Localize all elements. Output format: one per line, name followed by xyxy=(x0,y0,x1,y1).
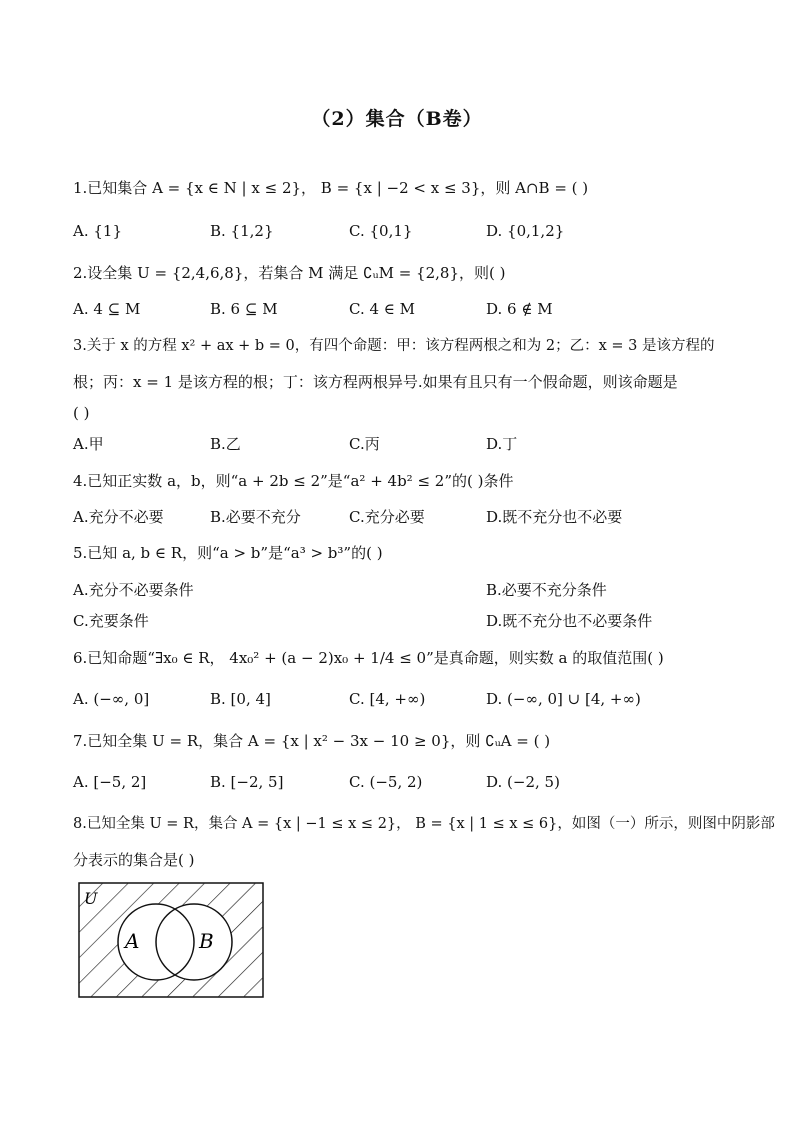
question-6-option-d: D. (−∞, 0] ∪ [4, +∞) xyxy=(486,690,641,708)
question-6-stem: 6.已知命题“∃x₀ ∈ R， 4x₀² + (a − 2)x₀ + 1/4 ≤ 0”是真命题，则实数 a 的取值范围( ) xyxy=(73,649,664,667)
question-4-option-b: B.必要不充分 xyxy=(210,508,301,526)
shaded-region xyxy=(79,883,263,997)
question-2-option-c: C. 4 ∈ M xyxy=(349,300,416,318)
question-5-stem: 5.已知 a, b ∈ R，则“a > b”是“a³ > b³”的( ) xyxy=(73,544,383,562)
set-b-label: B xyxy=(199,929,214,953)
question-3-option-c: C.丙 xyxy=(349,435,380,453)
question-2-stem: 2.设全集 U = {2,4,6,8}，若集合 M 满足 ∁ᵤM = {2,8}，则( ) xyxy=(73,264,506,282)
question-5-option-c: C.充要条件 xyxy=(73,612,149,630)
set-a-label: A xyxy=(125,929,140,953)
question-3-option-d: D.丁 xyxy=(486,435,518,453)
page-title: （2）集合（B卷） xyxy=(311,108,483,130)
question-3-stem-line-3: ( ) xyxy=(73,404,90,422)
question-7-option-d: D. (−2, 5) xyxy=(486,773,560,791)
question-2-option-b: B. 6 ⊆ M xyxy=(210,300,278,318)
question-8-stem-line-2: 分表示的集合是( ) xyxy=(73,851,195,869)
question-1-option-a: A. {1} xyxy=(73,222,122,240)
question-5-option-b: B.必要不充分条件 xyxy=(486,581,607,599)
question-2-option-d: D. 6 ∉ M xyxy=(486,300,553,318)
question-1-stem: 1.已知集合 A = {x ∈ N | x ≤ 2}， B = {x | −2 < x ≤ 3}，则 A∩B = ( ) xyxy=(73,179,589,197)
question-7-stem: 7.已知全集 U = R，集合 A = {x | x² − 3x − 10 ≥ 0}，则 ∁ᵤA = ( ) xyxy=(73,732,551,750)
universe-label: U xyxy=(84,889,98,908)
question-1-option-d: D. {0,1,2} xyxy=(486,222,565,240)
question-7-option-c: C. (−5, 2) xyxy=(349,773,423,791)
question-7-option-a: A. [−5, 2] xyxy=(73,773,147,791)
question-5-option-d: D.既不充分也不必要条件 xyxy=(486,612,653,630)
question-6-option-c: C. [4, +∞) xyxy=(349,690,426,708)
question-1-option-b: B. {1,2} xyxy=(210,222,274,240)
venn-diagram xyxy=(78,882,264,998)
question-4-option-c: C.充分必要 xyxy=(349,508,425,526)
question-8-stem-line-1: 8.已知全集 U = R，集合 A = {x | −1 ≤ x ≤ 2}， B = {x | 1 ≤ x ≤ 6}，如图（一）所示，则图中阴影部 xyxy=(73,816,775,832)
question-1-option-c: C. {0,1} xyxy=(349,222,413,240)
question-6-option-b: B. [0, 4] xyxy=(210,690,271,708)
question-3-stem-line-1: 3.关于 x 的方程 x² + ax + b = 0，有四个命题：甲：该方程两根之和为 2；乙：x = 3 是该方程的 xyxy=(73,338,715,354)
question-6-option-a: A. (−∞, 0] xyxy=(73,690,150,708)
question-4-option-a: A.充分不必要 xyxy=(73,508,164,526)
question-3-stem-line-2: 根；丙：x = 1 是该方程的根；丁：该方程两根异号.如果有且只有一个假命题，则该命题是 xyxy=(73,373,678,391)
question-3-option-a: A.甲 xyxy=(73,435,104,453)
question-3-option-b: B.乙 xyxy=(210,435,241,453)
question-4-stem: 4.已知正实数 a，b，则“a + 2b ≤ 2”是“a² + 4b² ≤ 2”的( )条件 xyxy=(73,472,514,490)
question-5-option-a: A.充分不必要条件 xyxy=(73,581,194,599)
question-7-option-b: B. [−2, 5] xyxy=(210,773,284,791)
question-4-option-d: D.既不充分也不必要 xyxy=(486,508,623,526)
question-2-option-a: A. 4 ⊆ M xyxy=(73,300,141,318)
